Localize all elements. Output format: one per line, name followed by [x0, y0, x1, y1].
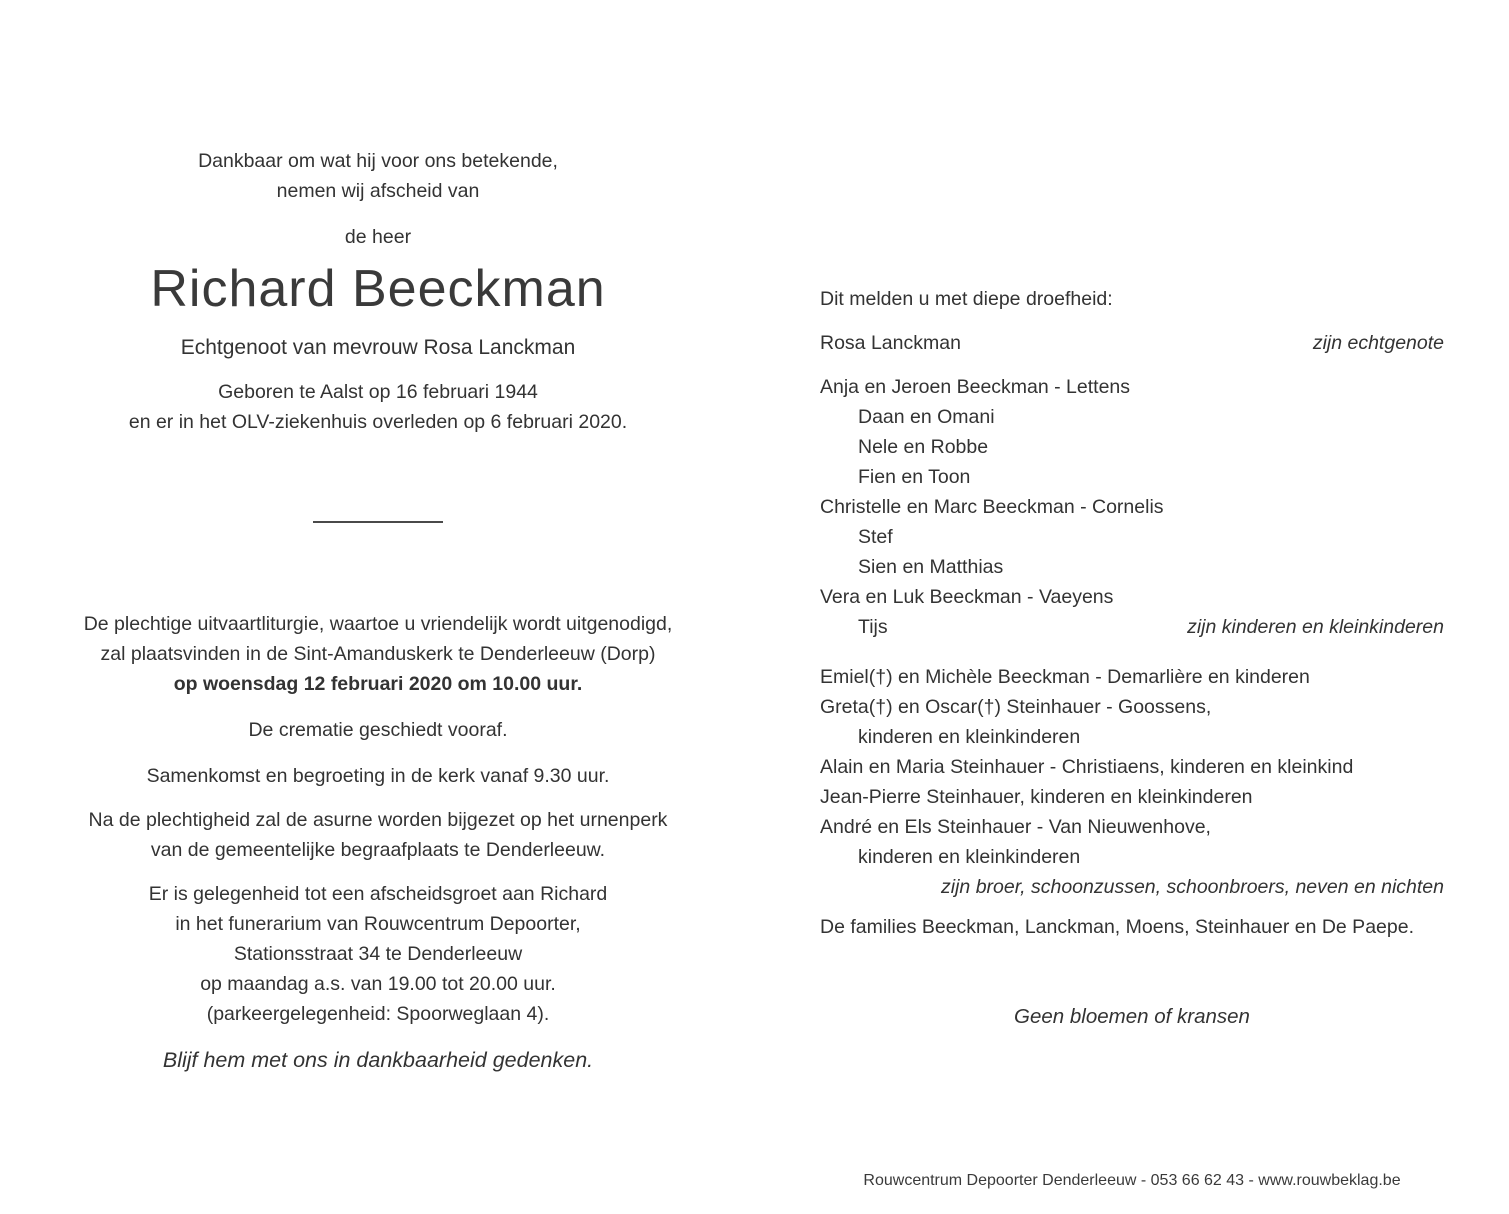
- family-line: Vera en Luk Beeckman - Vaeyens: [820, 586, 1114, 608]
- intro-text: [40, 146, 716, 206]
- farewell-note: [40, 879, 716, 1029]
- urn-line: van de gemeentelijke begraafplaats te Denderleeuw.: [150, 839, 606, 861]
- family-line: Fien en Toon: [858, 466, 971, 488]
- family-line: Anja en Jeroen Beeckman - Lettens: [820, 376, 1131, 398]
- spouse-name: Rosa Lanckman: [820, 332, 961, 354]
- farewell-line: (parkeergelegenheid: Spoorweglaan 4).: [206, 1003, 550, 1025]
- family-line: André en Els Steinhauer - Van Nieuwenhove,: [820, 816, 1211, 838]
- family-line: Stef: [858, 526, 893, 548]
- farewell-line: in het funerarium van Rouwcentrum Depoorter,: [175, 913, 581, 935]
- announcement-line: Dit melden u met diepe droefheid:: [820, 288, 1113, 310]
- farewell-line: op maandag a.s. van 19.00 tot 20.00 uur.: [200, 973, 556, 995]
- spouse-row: [820, 328, 1444, 358]
- spouse-relation: zijn echtgenote: [1312, 332, 1444, 354]
- children-relation: zijn kinderen en kleinkinderen: [1187, 616, 1444, 638]
- closing-sentence: Blijf hem met ons in dankbaarheid gedenken.: [162, 1048, 594, 1072]
- family-line: Tijs: [858, 616, 888, 638]
- intro-line: nemen wij afscheid van: [276, 180, 480, 202]
- farewell-line: Er is gelegenheid tot een afscheidsgroet aan Richard: [148, 883, 608, 905]
- funeral-home-footer: Rouwcentrum Depoorter Denderleeuw - 053 66 62 43 - www.rouwbeklag.be: [863, 1172, 1401, 1189]
- service-line: zal plaatsvinden in de Sint-Amanduskerk te Denderleeuw (Dorp): [100, 643, 656, 665]
- families-summary: De families Beeckman, Lanckman, Moens, Steinhauer en De Paepe.: [820, 916, 1414, 938]
- spouse-relation-line: Echtgenoot van mevrouw Rosa Lanckman: [180, 336, 576, 359]
- left-column: [40, 0, 716, 1075]
- salutation: de heer: [344, 226, 412, 248]
- birth-line: Geboren te Aalst op 16 februari 1944: [218, 381, 538, 403]
- no-flowers-note: Geen bloemen of kransen: [1014, 1005, 1250, 1028]
- farewell-line: Stationsstraat 34 te Denderleeuw: [233, 943, 523, 965]
- family-line: kinderen en kleinkinderen: [858, 726, 1081, 748]
- family-line: Nele en Robbe: [858, 436, 989, 458]
- service-announcement: [40, 609, 716, 699]
- family-line: Alain en Maria Steinhauer - Christiaens, kinderen en kleinkind: [820, 756, 1354, 778]
- gathering-note: Samenkomst en begroeting in de kerk vanaf 9.30 uur.: [146, 765, 610, 787]
- life-dates: [40, 377, 716, 437]
- family-line: Jean-Pierre Steinhauer, kinderen en kleinkinderen: [820, 786, 1253, 808]
- family-line: Emiel(†) en Michèle Beeckman - Demarlière en kinderen: [820, 666, 1310, 688]
- deceased-name: Richard Beeckman: [150, 260, 606, 318]
- urn-line: Na de plechtigheid zal de asurne worden bijgezet op het urnenperk: [88, 809, 668, 831]
- urn-note: [40, 805, 716, 865]
- family-line: kinderen en kleinkinderen: [858, 846, 1081, 868]
- intro-line: Dankbaar om wat hij voor ons betekende,: [198, 150, 558, 172]
- death-line: en er in het OLV-ziekenhuis overleden op 6 februari 2020.: [128, 411, 628, 433]
- siblings-block: [820, 662, 1444, 902]
- cremation-note: De crematie geschiedt vooraf.: [248, 719, 508, 741]
- family-line: Christelle en Marc Beeckman - Cornelis: [820, 496, 1164, 518]
- service-datetime: op woensdag 12 februari 2020 om 10.00 uur.: [173, 673, 583, 695]
- service-line: De plechtige uitvaartliturgie, waartoe u vriendelijk wordt uitgenodigd,: [83, 613, 673, 635]
- family-line: Greta(†) en Oscar(†) Steinhauer - Goossens,: [820, 696, 1212, 718]
- right-column: [820, 0, 1444, 1032]
- divider-line: [313, 521, 443, 523]
- family-line: Daan en Omani: [858, 406, 995, 428]
- children-block: [820, 372, 1444, 642]
- siblings-relation: zijn broer, schoonzussen, schoonbroers, neven en nichten: [941, 876, 1444, 898]
- family-line: Sien en Matthias: [858, 556, 1004, 578]
- children-relation-row: [820, 612, 1444, 642]
